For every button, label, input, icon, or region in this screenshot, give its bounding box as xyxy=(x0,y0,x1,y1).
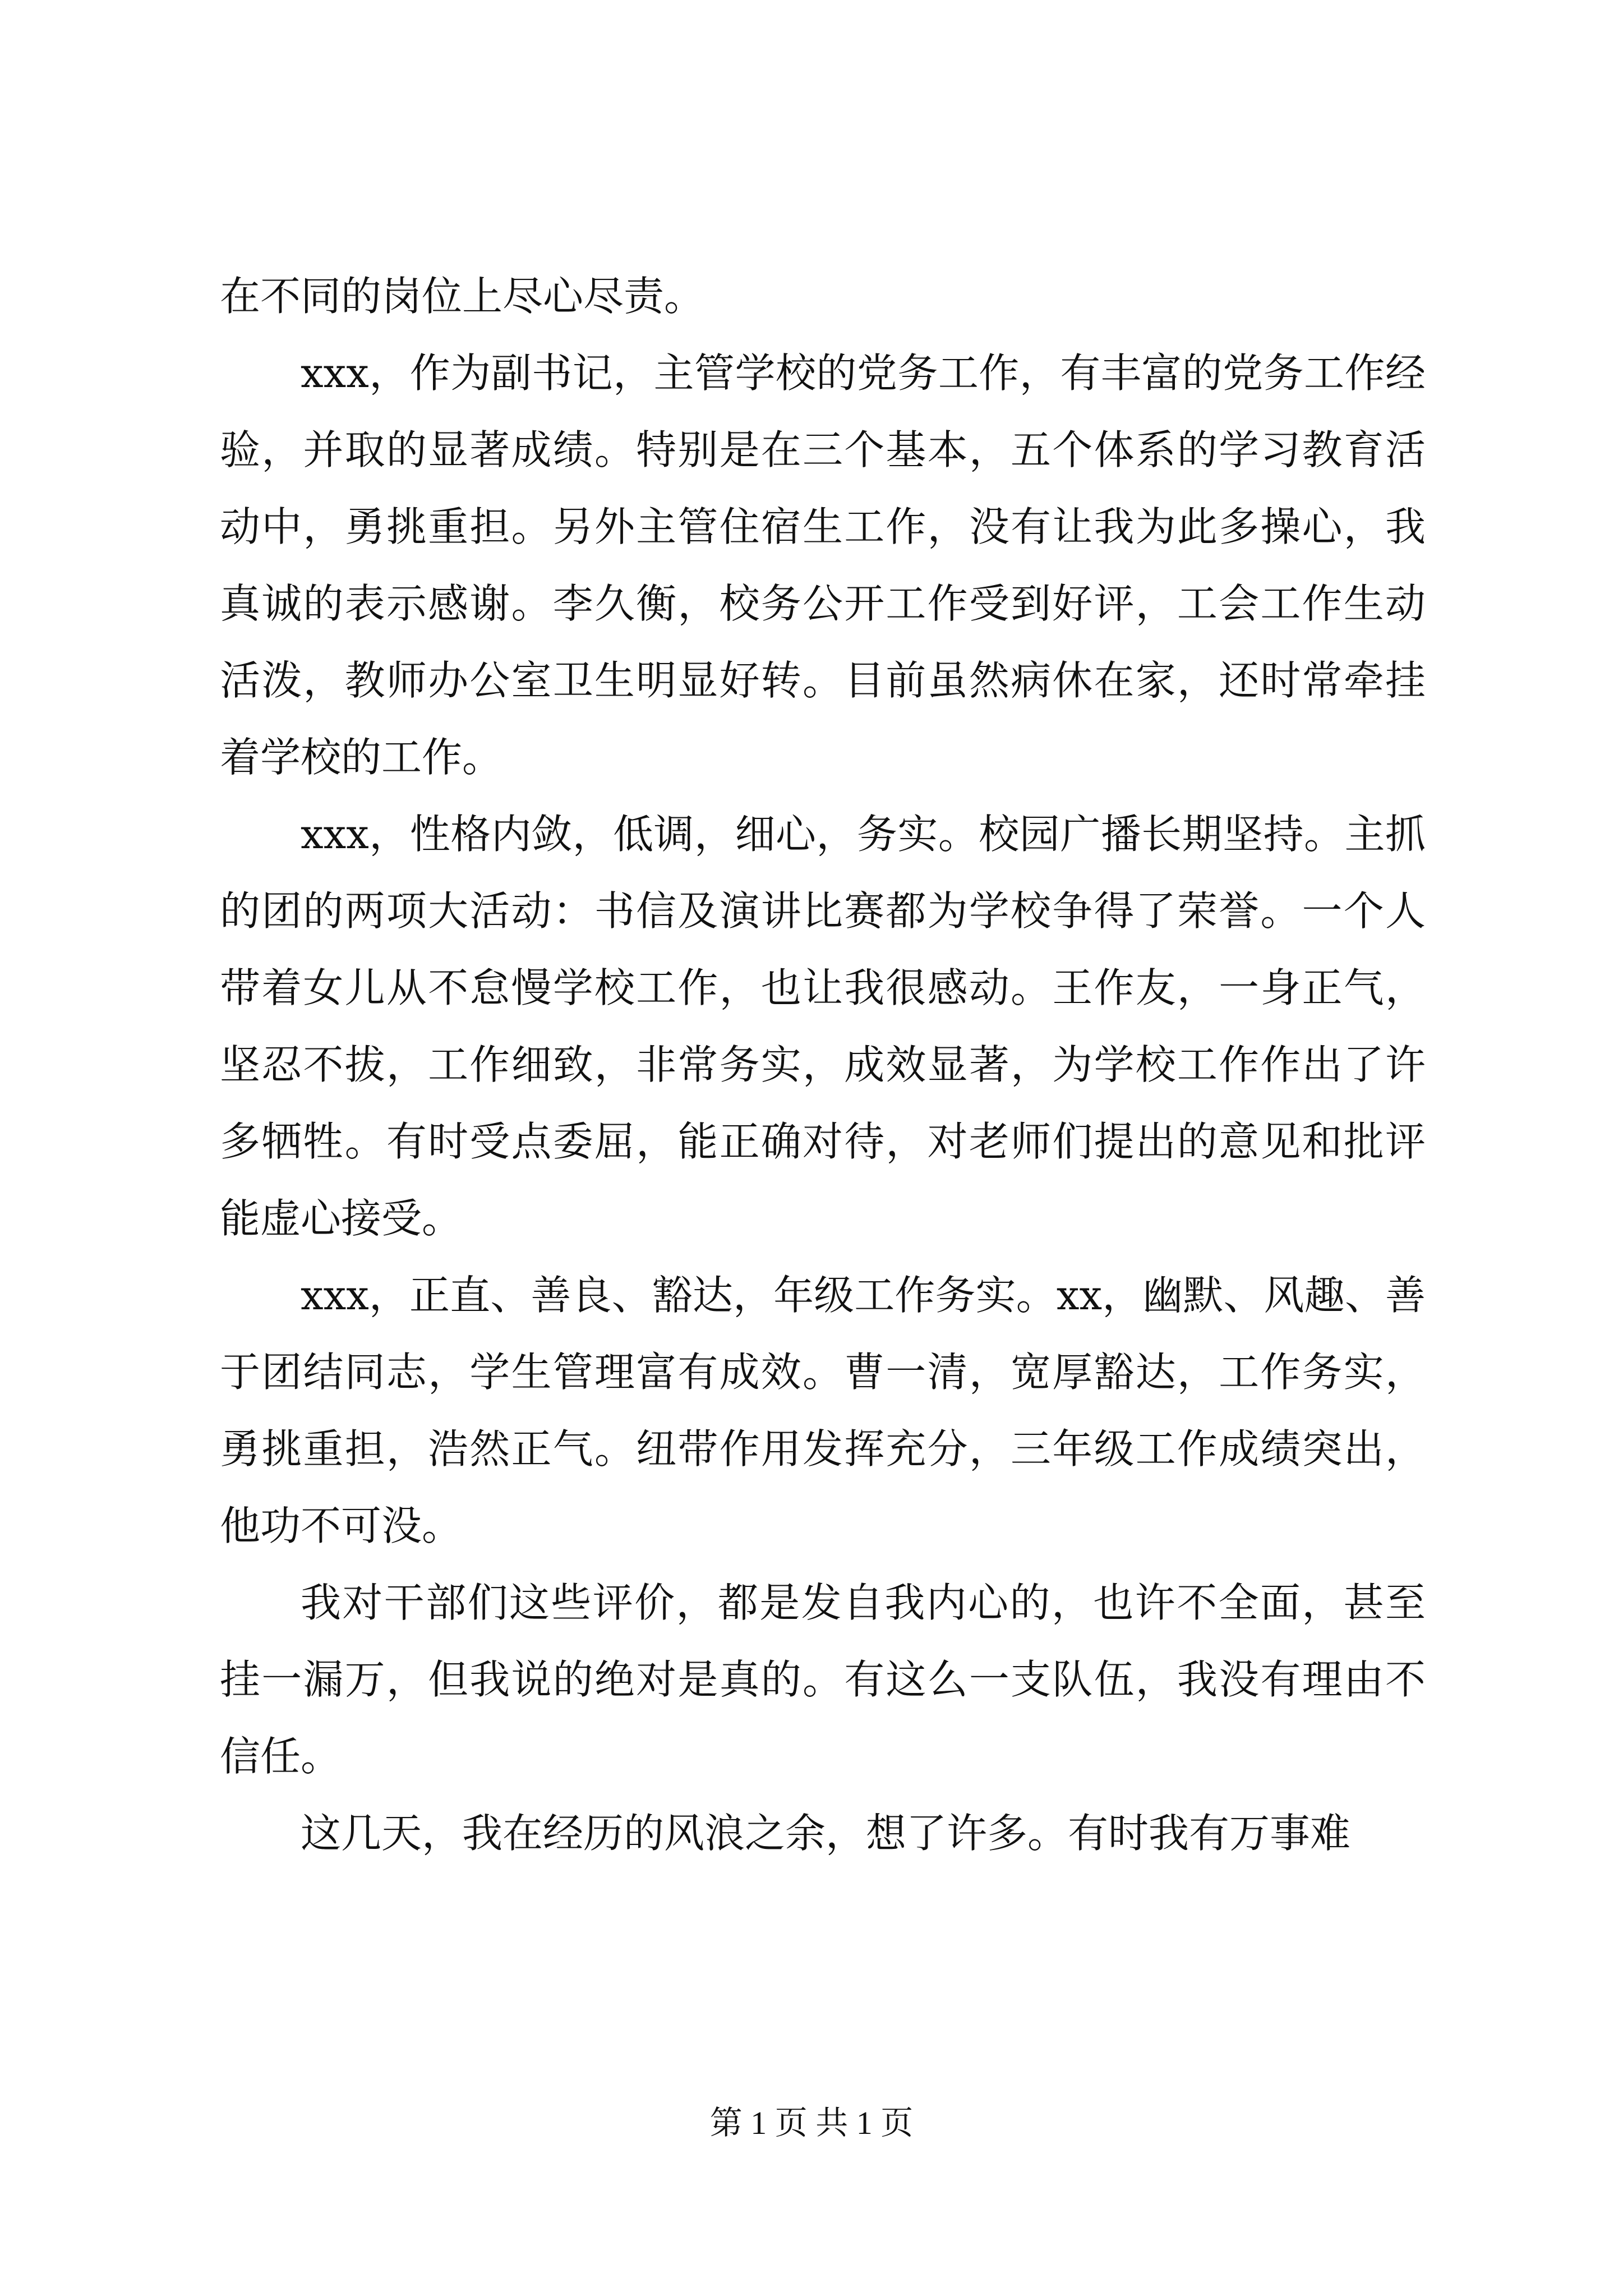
paragraph-reflection: 这几天，我在经历的风浪之余，想了许多。有时我有万事难 xyxy=(301,1810,1351,1857)
paragraph-continuation: 在不同的岗位上尽心尽责。 xyxy=(220,273,705,320)
paragraph-youth-league: xxx，性格内敛，低调，细心，务实。校园广播长期坚持。主抓的团的两项大活动：书信及演讲比赛都为学校争得了荣誉。一个人带着女儿从不怠慢学校工作，也让我很感动。王作友，一身正气，坚忍不拔，工作细致，非常务实，成效显著，为学校工作作出了许多牺牲。有时受点委屈，能正确对待，对老师们提出的意见和批评能虚心接受。 xyxy=(220,811,1426,1242)
paragraph-grade-leaders: xxx，正直、善良、豁达，年级工作务实。xx，幽默、风趣、善于团结同志，学生管理富有成效。曹一清，宽厚豁达，工作务实，勇挑重担，浩然正气。纽带作用发挥充分，三年级工作成绩突出，他功不可没。 xyxy=(220,1272,1426,1549)
document-body xyxy=(220,258,1426,1872)
page-number-footer: 第 1 页 共 1 页 xyxy=(709,2105,914,2141)
paragraph-deputy-secretary: xxx，作为副书记，主管学校的党务工作，有丰富的党务工作经验，并取的显著成绩。特别是在三个基本，五个体系的学习教育活动中，勇挑重担。另外主管住宿生工作，没有让我为此多操心，我真诚的表示感谢。李久衡，校务公开工作受到好评，工会工作生动活泼，教师办公室卫生明显好转。目前虽然病休在家，还时常牵挂着学校的工作。 xyxy=(220,349,1426,781)
paragraph-evaluation-summary: 我对干部们这些评价，都是发自我内心的，也许不全面，甚至挂一漏万，但我说的绝对是真的。有这么一支队伍，我没有理由不信任。 xyxy=(220,1579,1426,1780)
